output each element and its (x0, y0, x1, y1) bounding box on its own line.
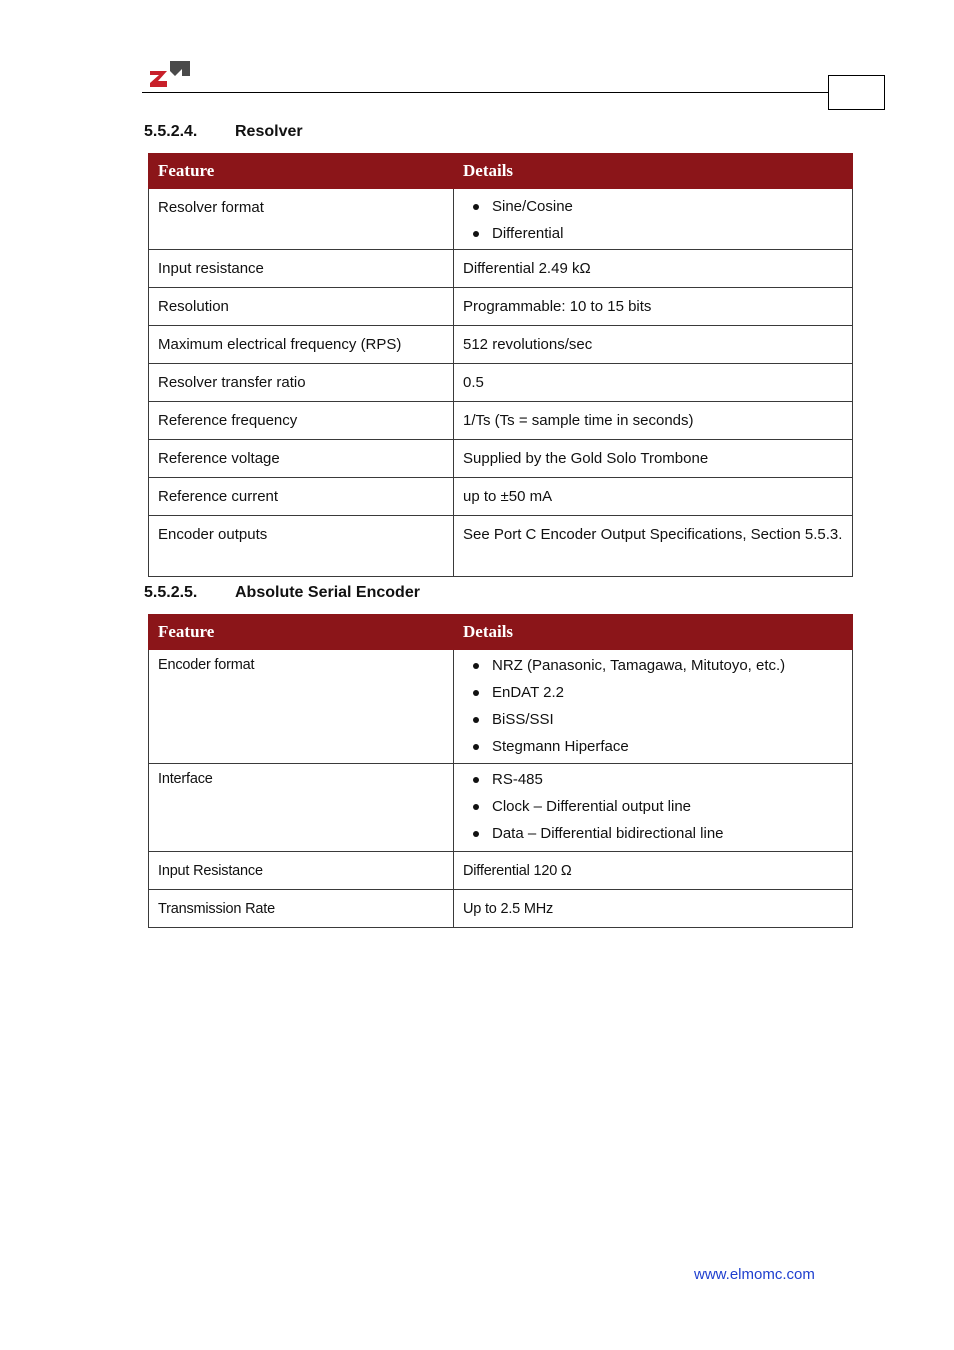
details-bullet-list (463, 652, 843, 760)
section-number: 5.5.2.5. (144, 584, 198, 601)
table-row (149, 189, 853, 250)
details-bullet-list (463, 766, 843, 847)
details-cell: up to ±50 mA (454, 478, 853, 516)
feature-cell: Encoder format (149, 650, 454, 764)
table-row (149, 250, 853, 288)
details-bullet-list (463, 193, 843, 247)
list-item: Data – Differential bidirectional line (463, 820, 843, 847)
details-cell (454, 189, 853, 250)
feature-cell: Reference voltage (149, 440, 454, 478)
list-item: EnDAT 2.2 (463, 679, 843, 706)
list-item: Clock – Differential output line (463, 793, 843, 820)
footer-website-link[interactable]: www.elmomc.com (694, 1266, 815, 1283)
elmo-logo-icon (148, 59, 192, 89)
details-cell: Differential 120 Ω (454, 852, 853, 890)
list-item: BiSS/SSI (463, 706, 843, 733)
feature-cell: Transmission Rate (149, 890, 454, 928)
table-row (149, 764, 853, 852)
column-header-details: Details (454, 615, 853, 650)
list-item: NRZ (Panasonic, Tamagawa, Mitutoyo, etc.) (463, 652, 843, 679)
list-item: Stegmann Hiperface (463, 733, 843, 760)
feature-cell: Interface (149, 764, 454, 852)
details-cell: See Port C Encoder Output Specifications, Section 5.5.3. (454, 516, 853, 577)
section-title: Absolute Serial Encoder (235, 584, 420, 601)
feature-cell: Encoder outputs (149, 516, 454, 577)
absolute-encoder-table (148, 614, 853, 928)
table-row (149, 852, 853, 890)
column-header-feature: Feature (149, 615, 454, 650)
details-cell: 1/Ts (Ts = sample time in seconds) (454, 402, 853, 440)
feature-cell: Reference frequency (149, 402, 454, 440)
feature-cell: Reference current (149, 478, 454, 516)
details-cell: 0.5 (454, 364, 853, 402)
table-row (149, 890, 853, 928)
details-cell (454, 764, 853, 852)
table-row (149, 440, 853, 478)
table-row (149, 478, 853, 516)
column-header-details: Details (454, 154, 853, 189)
details-cell: Supplied by the Gold Solo Trombone (454, 440, 853, 478)
details-cell: Differential 2.49 kΩ (454, 250, 853, 288)
table-header-row (149, 615, 853, 650)
feature-cell: Input Resistance (149, 852, 454, 890)
details-cell: 512 revolutions/sec (454, 326, 853, 364)
list-item: Sine/Cosine (463, 193, 843, 220)
section-heading-absolute-encoder (144, 584, 420, 602)
resolver-table (148, 153, 853, 577)
table-row (149, 288, 853, 326)
header-rule (142, 92, 828, 93)
section-heading-resolver (144, 123, 303, 141)
feature-cell: Maximum electrical frequency (RPS) (149, 326, 454, 364)
feature-cell: Resolver transfer ratio (149, 364, 454, 402)
list-item: RS-485 (463, 766, 843, 793)
column-header-feature: Feature (149, 154, 454, 189)
details-cell: Programmable: 10 to 15 bits (454, 288, 853, 326)
table-row (149, 364, 853, 402)
details-cell: Up to 2.5 MHz (454, 890, 853, 928)
feature-cell: Resolution (149, 288, 454, 326)
table-row (149, 402, 853, 440)
feature-cell: Resolver format (149, 189, 454, 250)
feature-cell: Input resistance (149, 250, 454, 288)
table-row (149, 650, 853, 764)
details-cell (454, 650, 853, 764)
page-number-box (828, 75, 885, 110)
section-number: 5.5.2.4. (144, 123, 198, 140)
table-row (149, 516, 853, 577)
list-item: Differential (463, 220, 843, 247)
section-title: Resolver (235, 123, 303, 140)
table-header-row (149, 154, 853, 189)
table-row (149, 326, 853, 364)
